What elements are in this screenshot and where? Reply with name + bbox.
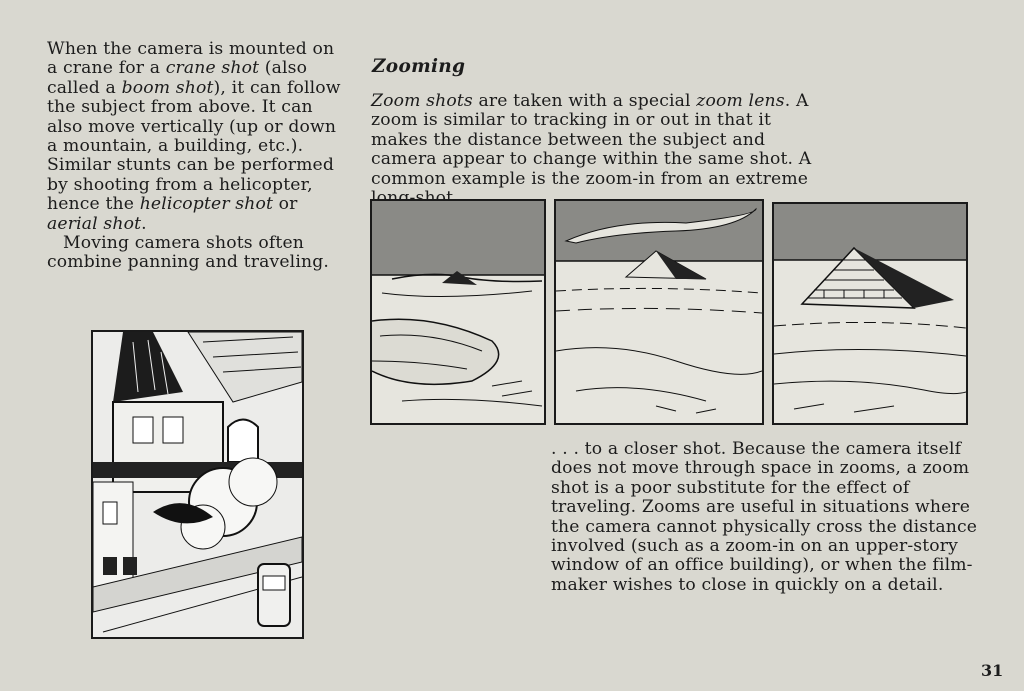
- text-run: are taken with a special: [472, 91, 697, 111]
- moving-camera-paragraph: Moving camera shots often combine panning and traveling.: [47, 233, 329, 273]
- zoom-continuation-text: [551, 440, 991, 595]
- page-number: 31: [981, 661, 1004, 680]
- crane-shot-building-illustration: [91, 330, 304, 639]
- crane-shot-paragraph: [47, 40, 347, 234]
- desert-pyramid-mid-illustration: [556, 201, 762, 423]
- text-run: (also called a: [47, 58, 308, 98]
- zoom-intro-paragraph: [371, 92, 831, 208]
- term-zoom-lens: zoom lens: [696, 91, 785, 111]
- term-crane-shot: crane shot: [165, 58, 260, 79]
- text-run: or: [273, 194, 298, 215]
- zoom-panel-closer-shot: [772, 202, 968, 425]
- left-column-text: [47, 40, 347, 273]
- desert-pyramid-close-illustration: [774, 204, 966, 423]
- zoom-intro-text: [371, 92, 831, 208]
- text-run: .: [141, 213, 147, 234]
- victorian-house-aerial-illustration: [93, 332, 302, 637]
- zoom-continuation-paragraph: . . . to a closer shot. Because the camera itself does not move through space in zooms, a zoom shot is a poor substitute for the effect of traveling. Zooms are useful in situations where the camera cannot physically cross the distance involved (such as a zoom-in on an upper-story window of an office building), or when the film-maker wishes to close in quickly on a detail.: [551, 439, 978, 595]
- term-boom-shot: boom shot: [121, 77, 214, 98]
- text-run: ), it can follow the subject from above. It can also move vertically (up or down a mountain, a building, etc.). Similar stunts can be performed by shooting from a helicopter, hence the: [47, 77, 341, 215]
- term-helicopter-shot: helicopter shot: [139, 194, 274, 215]
- zoom-panel-long-shot: [554, 199, 764, 425]
- section-heading-zooming: Zooming: [372, 56, 466, 77]
- text-run: . A zoom is similar to tracking in or out in that it makes the distance between the subject and camera appear to change within the same shot. A common example is the zoom-in from an extreme: [371, 91, 812, 189]
- zoom-panel-extreme-long-shot: [370, 199, 546, 425]
- term-aerial-shot: aerial shot: [47, 213, 142, 234]
- term-zoom-shots: Zoom shots: [371, 91, 473, 111]
- text-run: When the camera is mounted on a crane for a: [47, 39, 335, 79]
- desert-pyramid-far-illustration: [372, 201, 544, 423]
